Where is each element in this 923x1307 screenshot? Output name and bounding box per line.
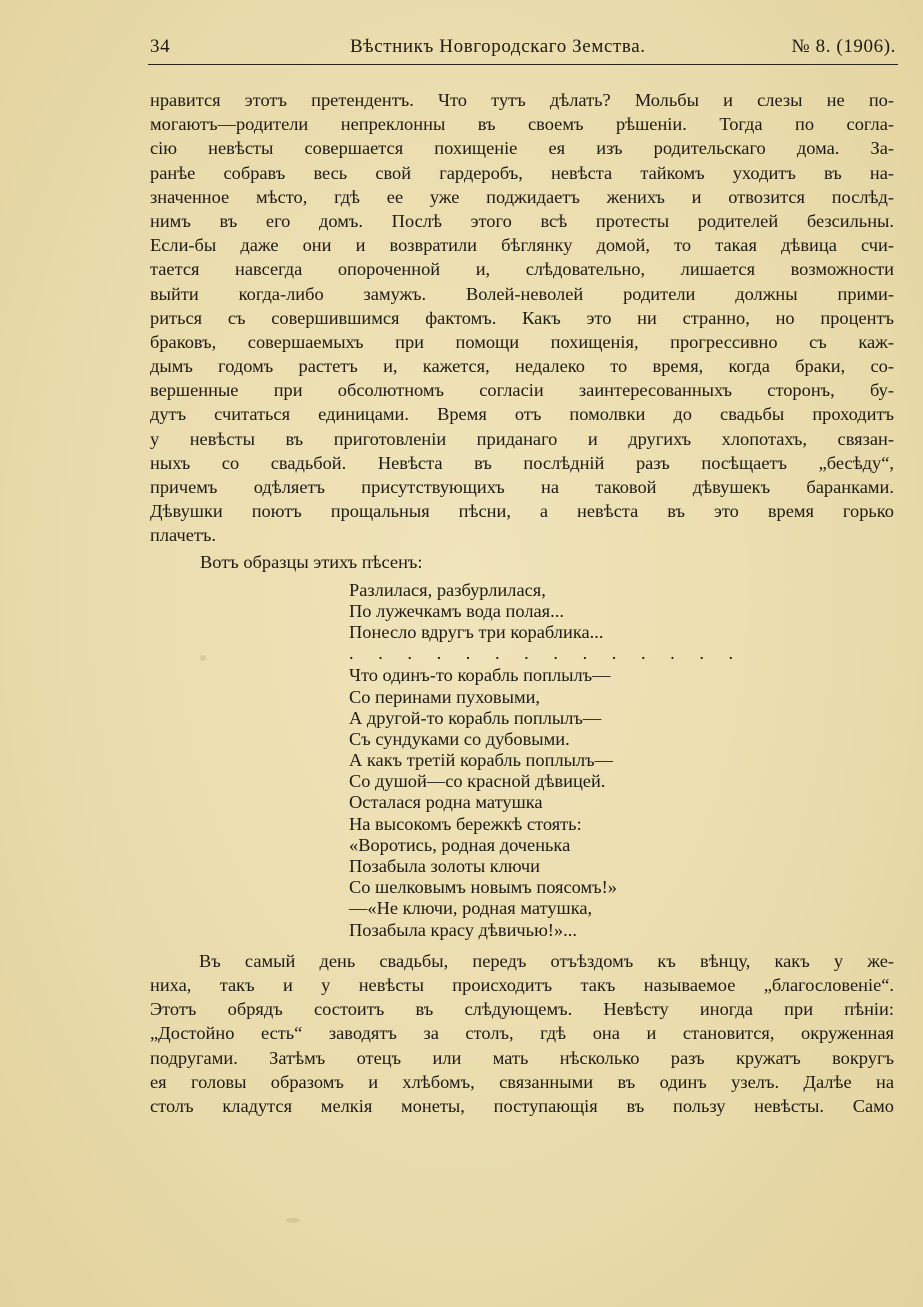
verse-line: Позабыла красу дѣвичью!»... <box>349 919 577 940</box>
header-rule <box>148 64 898 65</box>
verse-line: По лужечкамъ вода полая... <box>349 600 564 621</box>
text-line: вершенные при обсолютномъ согласіи заинтересованныхъ сторонъ, бу- <box>150 380 894 401</box>
verse-line: Со шелковымъ новымъ поясомъ!» <box>349 877 617 898</box>
running-header <box>150 36 896 66</box>
text-line: нимъ въ его домъ. Послѣ этого всѣ протесты родителей безсильны. <box>150 210 894 231</box>
page-number: 34 <box>150 36 171 57</box>
text-line: подругами. Затѣмъ отецъ или мать нѣсколько разъ кружатъ вокругъ <box>150 1047 894 1068</box>
verse-line: Позабыла золоты ключи <box>349 856 541 876</box>
journal-title: Вѣстникъ Новгородскаго Земства. <box>350 36 646 57</box>
folk-song-verse <box>349 578 894 939</box>
verse-line: Со перинами пуховыми, <box>349 686 541 707</box>
text-line: дымъ годомъ растетъ и, кажется, недалеко то время, когда браки, со- <box>150 356 894 377</box>
text-line: ниха, такъ и у невѣсты происходитъ такъ называемое „благословеніе“. <box>150 974 894 995</box>
text-line: нравится этотъ претендентъ. Что тутъ дѣлать? Мольбы и слезы не по- <box>150 90 894 110</box>
text-line: у невѣсты въ приготовленіи приданаго и другихъ хлопотахъ, связан- <box>150 428 894 449</box>
text-line: риться съ совершившимся фактомъ. Какъ это ни странно, но процентъ <box>150 307 894 328</box>
songs-intro: Вотъ образцы этихъ пѣсенъ: <box>200 551 423 572</box>
text-line: тается навсегда опороченной и, слѣдовательно, лишается возможности <box>150 259 894 280</box>
verse-line: Съ сундуками со дубовыми. <box>349 728 570 749</box>
text-line: Въ самый день свадьбы, передъ отъѣздомъ къ вѣнцу, какъ у же- <box>199 950 894 971</box>
text-line: ныхъ со свадьбой. Невѣста въ послѣдній разъ посѣщаетъ „бесѣду“, <box>150 452 894 473</box>
verse-ellipsis: . . . . . . . . . . . . . . <box>349 643 744 664</box>
text-line: сію невѣсты совершается похищеніе ея изъ родительскаго дома. За- <box>150 138 894 159</box>
text-line: выйти когда-либо замужъ. Волей-неволей родители должны прими- <box>150 283 894 304</box>
text-line: „Достойно есть“ заводятъ за столъ, гдѣ она и становится, окруженная <box>150 1023 894 1044</box>
text-line: могаютъ—родители непреклонны въ своемъ рѣшеніи. Тогда по согла- <box>150 114 894 135</box>
verse-line: А какъ третій корабль поплылъ— <box>349 750 614 771</box>
text-line: ранѣе собравъ весь свой гардеробъ, невѣста тайкомъ уходитъ въ на- <box>150 162 894 183</box>
verse-line: —«Не ключи, родная матушка, <box>349 898 593 919</box>
text-line: значенное мѣсто, гдѣ ее уже поджидаетъ женихъ и отвозится послѣд- <box>150 186 894 207</box>
issue-number: № 8. (1906). <box>791 36 896 57</box>
verse-line: «Воротись, родная доченька <box>349 834 571 855</box>
verse-line: Осталася родна матушка <box>349 792 543 813</box>
paragraph-1 <box>150 88 894 548</box>
verse-line: Разлилася, разбурлилася, <box>349 579 546 600</box>
text-line: браковъ, совершаемыхъ при помощи похищенія, прогрессивно съ каж- <box>150 331 894 352</box>
text-line: Если-бы даже они и возвратили бѣглянку домой, то такая дѣвица счи- <box>150 235 894 256</box>
page-body <box>150 88 894 1118</box>
verse-line: Понесло вдругъ три кораблика... <box>349 622 604 643</box>
text-line: причемъ одѣляетъ присутствующихъ на таковой дѣвушекъ баранками. <box>150 477 894 497</box>
text-line: Этотъ обрядъ состоитъ въ слѣдующемъ. Невѣсту иногда при пѣніи: <box>150 999 894 1020</box>
text-line: ея головы образомъ и хлѣбомъ, связанными въ одинъ узелъ. Далѣе на <box>150 1071 894 1092</box>
text-line: столъ кладутся мелкія монеты, поступающія въ пользу невѣсты. Само <box>150 1095 894 1116</box>
verse-line: Что одинъ-то корабль поплылъ— <box>349 665 611 686</box>
paragraph-2 <box>150 949 894 1118</box>
verse-line: Со душой—со красной дѣвицей. <box>349 771 606 792</box>
verse-line: А другой-то корабль поплылъ— <box>349 707 602 728</box>
text-line: плачетъ. <box>150 525 217 546</box>
verse-line: На высокомъ бережкѣ стоять: <box>349 813 582 834</box>
ink-speck <box>286 1218 300 1223</box>
text-line: Дѣвушки поютъ прощальныя пѣсни, а невѣста въ это время горько <box>150 501 894 522</box>
text-line: дутъ считаться единицами. Время отъ помолвки до свадьбы проходитъ <box>150 404 894 425</box>
